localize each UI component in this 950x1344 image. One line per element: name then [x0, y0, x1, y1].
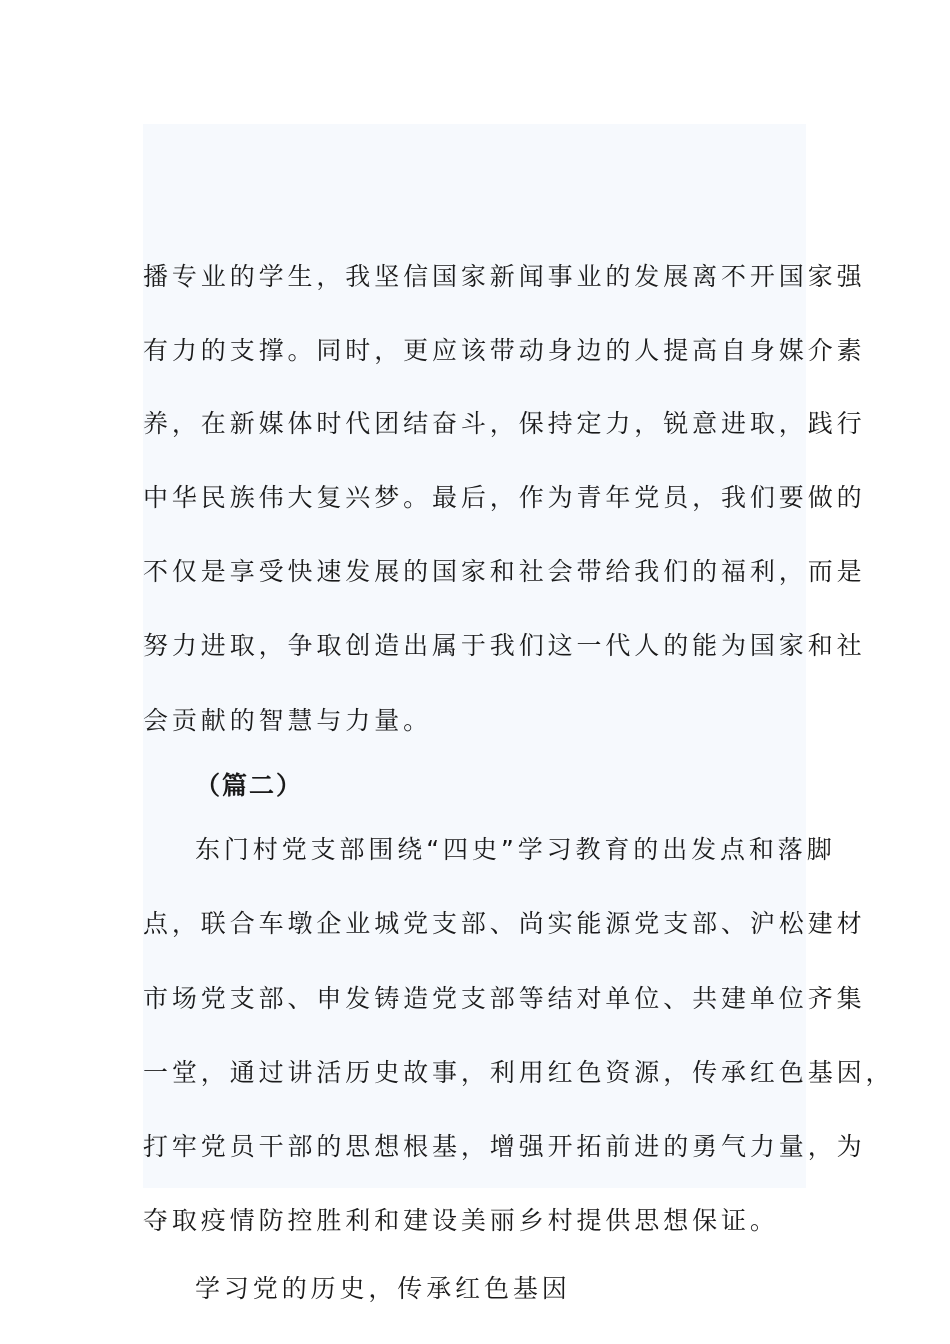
paragraph-line: 会贡献的智慧与力量。 [143, 706, 433, 735]
paragraph-line: 东门村党支部围绕“四史”学习教育的出发点和落脚 [195, 835, 836, 864]
subheading: 学习党的历史，传承红色基因 [195, 1274, 571, 1303]
paragraph-line: 中华民族伟大复兴梦。最后，作为青年党员，我们要做的 [143, 483, 866, 512]
document-text-block [143, 124, 895, 1303]
paragraph-line: 不仅是享受快速发展的国家和社会带给我们的福利，而是 [143, 557, 866, 586]
paragraph-line: 努力进取，争取创造出属于我们这一代人的能为国家和社 [143, 631, 866, 660]
paragraph-line: 有力的支撑。同时，更应该带动身边的人提高自身媒介素 [143, 336, 866, 365]
paragraph-line: 养，在新媒体时代团结奋斗，保持定力，锐意进取，践行 [143, 409, 866, 438]
paragraph-line: 点，联合车墩企业城党支部、尚实能源党支部、沪松建材 [143, 909, 866, 938]
paragraph-line: 夺取疫情防控胜利和建设美丽乡村提供思想保证。 [143, 1206, 779, 1235]
paragraph-line: 播专业的学生，我坚信国家新闻事业的发展离不开国家强 [143, 262, 866, 291]
paragraph-line: 市场党支部、申发铸造党支部等结对单位、共建单位齐集 [143, 984, 866, 1013]
section-heading: （篇二） [195, 771, 304, 800]
paragraph-line: 一堂，通过讲活历史故事，利用红色资源，传承红色基因， [143, 1058, 895, 1087]
paragraph-line: 打牢党员干部的思想根基，增强开拓前进的勇气力量，为 [143, 1132, 866, 1161]
